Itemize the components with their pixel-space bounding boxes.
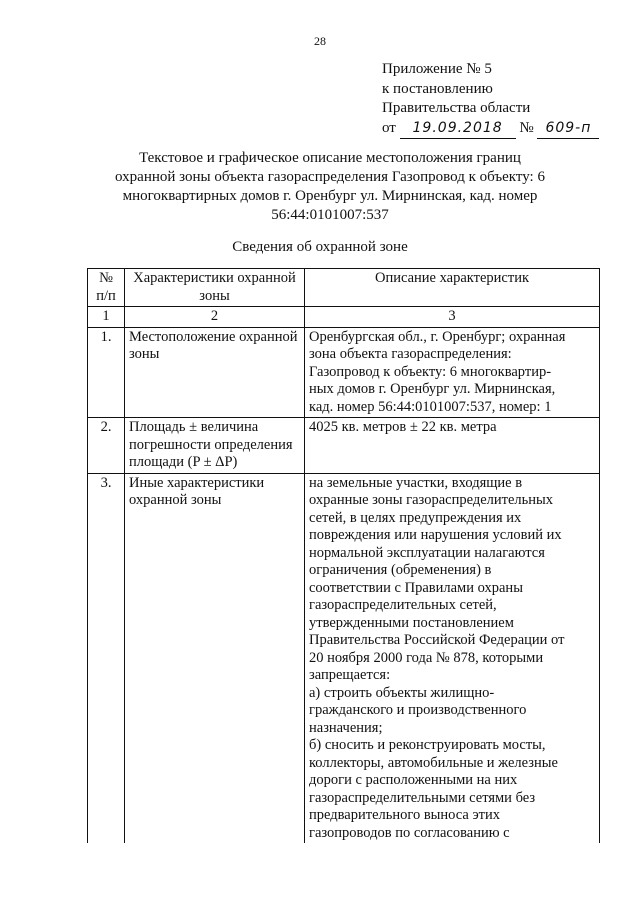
column-number: 3 — [305, 307, 600, 328]
description-line: Оренбургская обл., г. Оренбург; охранная — [309, 328, 566, 345]
description-line: кад. номер 56:44:0101007:537, номер: 1 — [309, 398, 552, 415]
page-number: 28 — [314, 34, 326, 48]
title-line: многоквартирных домов г. Оренбург ул. Мирнинская, кад. номер — [122, 188, 538, 204]
description-line: запрещается: — [309, 667, 391, 683]
row-number: 1. — [88, 327, 125, 418]
appendix-date-line — [382, 119, 599, 140]
header-description: Описание характеристик — [305, 269, 600, 307]
title-line: охранной зоны объекта газораспределения Газопровод к объекту: 6 — [115, 169, 545, 185]
description-line: коллекторы, автомобильные и железные — [309, 754, 558, 771]
protection-zone-table — [87, 268, 600, 843]
description-line: газораспределительных сетей, — [309, 597, 497, 613]
row-description — [305, 473, 600, 843]
appendix-line-2: к постановлению — [382, 80, 493, 97]
description-line: назначения; — [309, 719, 383, 736]
description-line: ограничения (обременения) в — [309, 562, 492, 578]
description-line: газопроводов по согласованию с — [309, 824, 510, 841]
from-label: от — [382, 119, 396, 136]
description-line: дороги с расположенными на них — [309, 772, 518, 788]
table-column-numbers-row — [88, 307, 600, 328]
description-line: б) сносить и реконструировать мосты, — [309, 737, 546, 753]
column-number: 2 — [125, 307, 305, 328]
description-line: 4025 кв. метров ± 22 кв. метра — [309, 419, 497, 435]
row-characteristic: Иные характеристики охранной зоны — [125, 473, 305, 843]
description-line: предварительного выноса этих — [309, 807, 501, 823]
description-line: охранные зоны газораспределительных — [309, 492, 554, 508]
description-line: повреждения или нарушения условий их — [309, 527, 562, 543]
appendix-block — [382, 60, 599, 139]
description-line: нормальной эксплуатации налагаются — [309, 544, 545, 561]
handwritten-number: 609-п — [537, 119, 599, 140]
document-title — [100, 149, 560, 225]
row-number: 2. — [88, 418, 125, 474]
row-characteristic: Площадь ± величина погрешности определения площади (P ± ΔP) — [125, 418, 305, 474]
header-characteristic: Характеристики охранной зоны — [125, 269, 305, 307]
description-line: Правительства Российской Федерации от — [309, 632, 565, 648]
description-line: на земельные участки, входящие в — [309, 474, 523, 491]
row-characteristic: Местоположение охранной зоны — [125, 327, 305, 418]
description-line: зона объекта газораспределения: — [309, 346, 512, 362]
title-line: Текстовое и графическое описание местоположения границ — [139, 150, 521, 166]
description-line: соответствии с Правилами охраны — [309, 579, 523, 596]
row-description — [305, 327, 600, 418]
table-row — [88, 418, 600, 474]
appendix-title: Приложение № 5 — [382, 61, 492, 77]
number-label: № — [519, 119, 534, 136]
header-number: № п/п — [88, 269, 125, 307]
row-description — [305, 418, 600, 474]
section-subtitle: Сведения об охранной зоне — [232, 239, 408, 255]
description-line: ных домов г. Оренбург ул. Мирнинская, — [309, 381, 556, 397]
table-header-row — [88, 269, 600, 307]
row-number: 3. — [88, 473, 125, 843]
table-row — [88, 473, 600, 843]
description-line: газораспределительными сетями без — [309, 789, 536, 806]
description-line: а) строить объекты жилищно- — [309, 684, 495, 701]
title-line: 56:44:0101007:537 — [271, 207, 389, 223]
description-line: Газопровод к объекту: 6 многоквартир- — [309, 363, 552, 380]
column-number: 1 — [88, 307, 125, 328]
table-row — [88, 327, 600, 418]
description-line: гражданского и производственного — [309, 702, 527, 718]
description-line: сетей, в целях предупреждения их — [309, 509, 522, 526]
description-line: утвержденными постановлением — [309, 614, 514, 631]
description-line: 20 ноября 2000 года № 878, которыми — [309, 649, 544, 666]
appendix-line-3: Правительства области — [382, 100, 531, 116]
handwritten-date: 19.09.2018 — [400, 119, 516, 140]
